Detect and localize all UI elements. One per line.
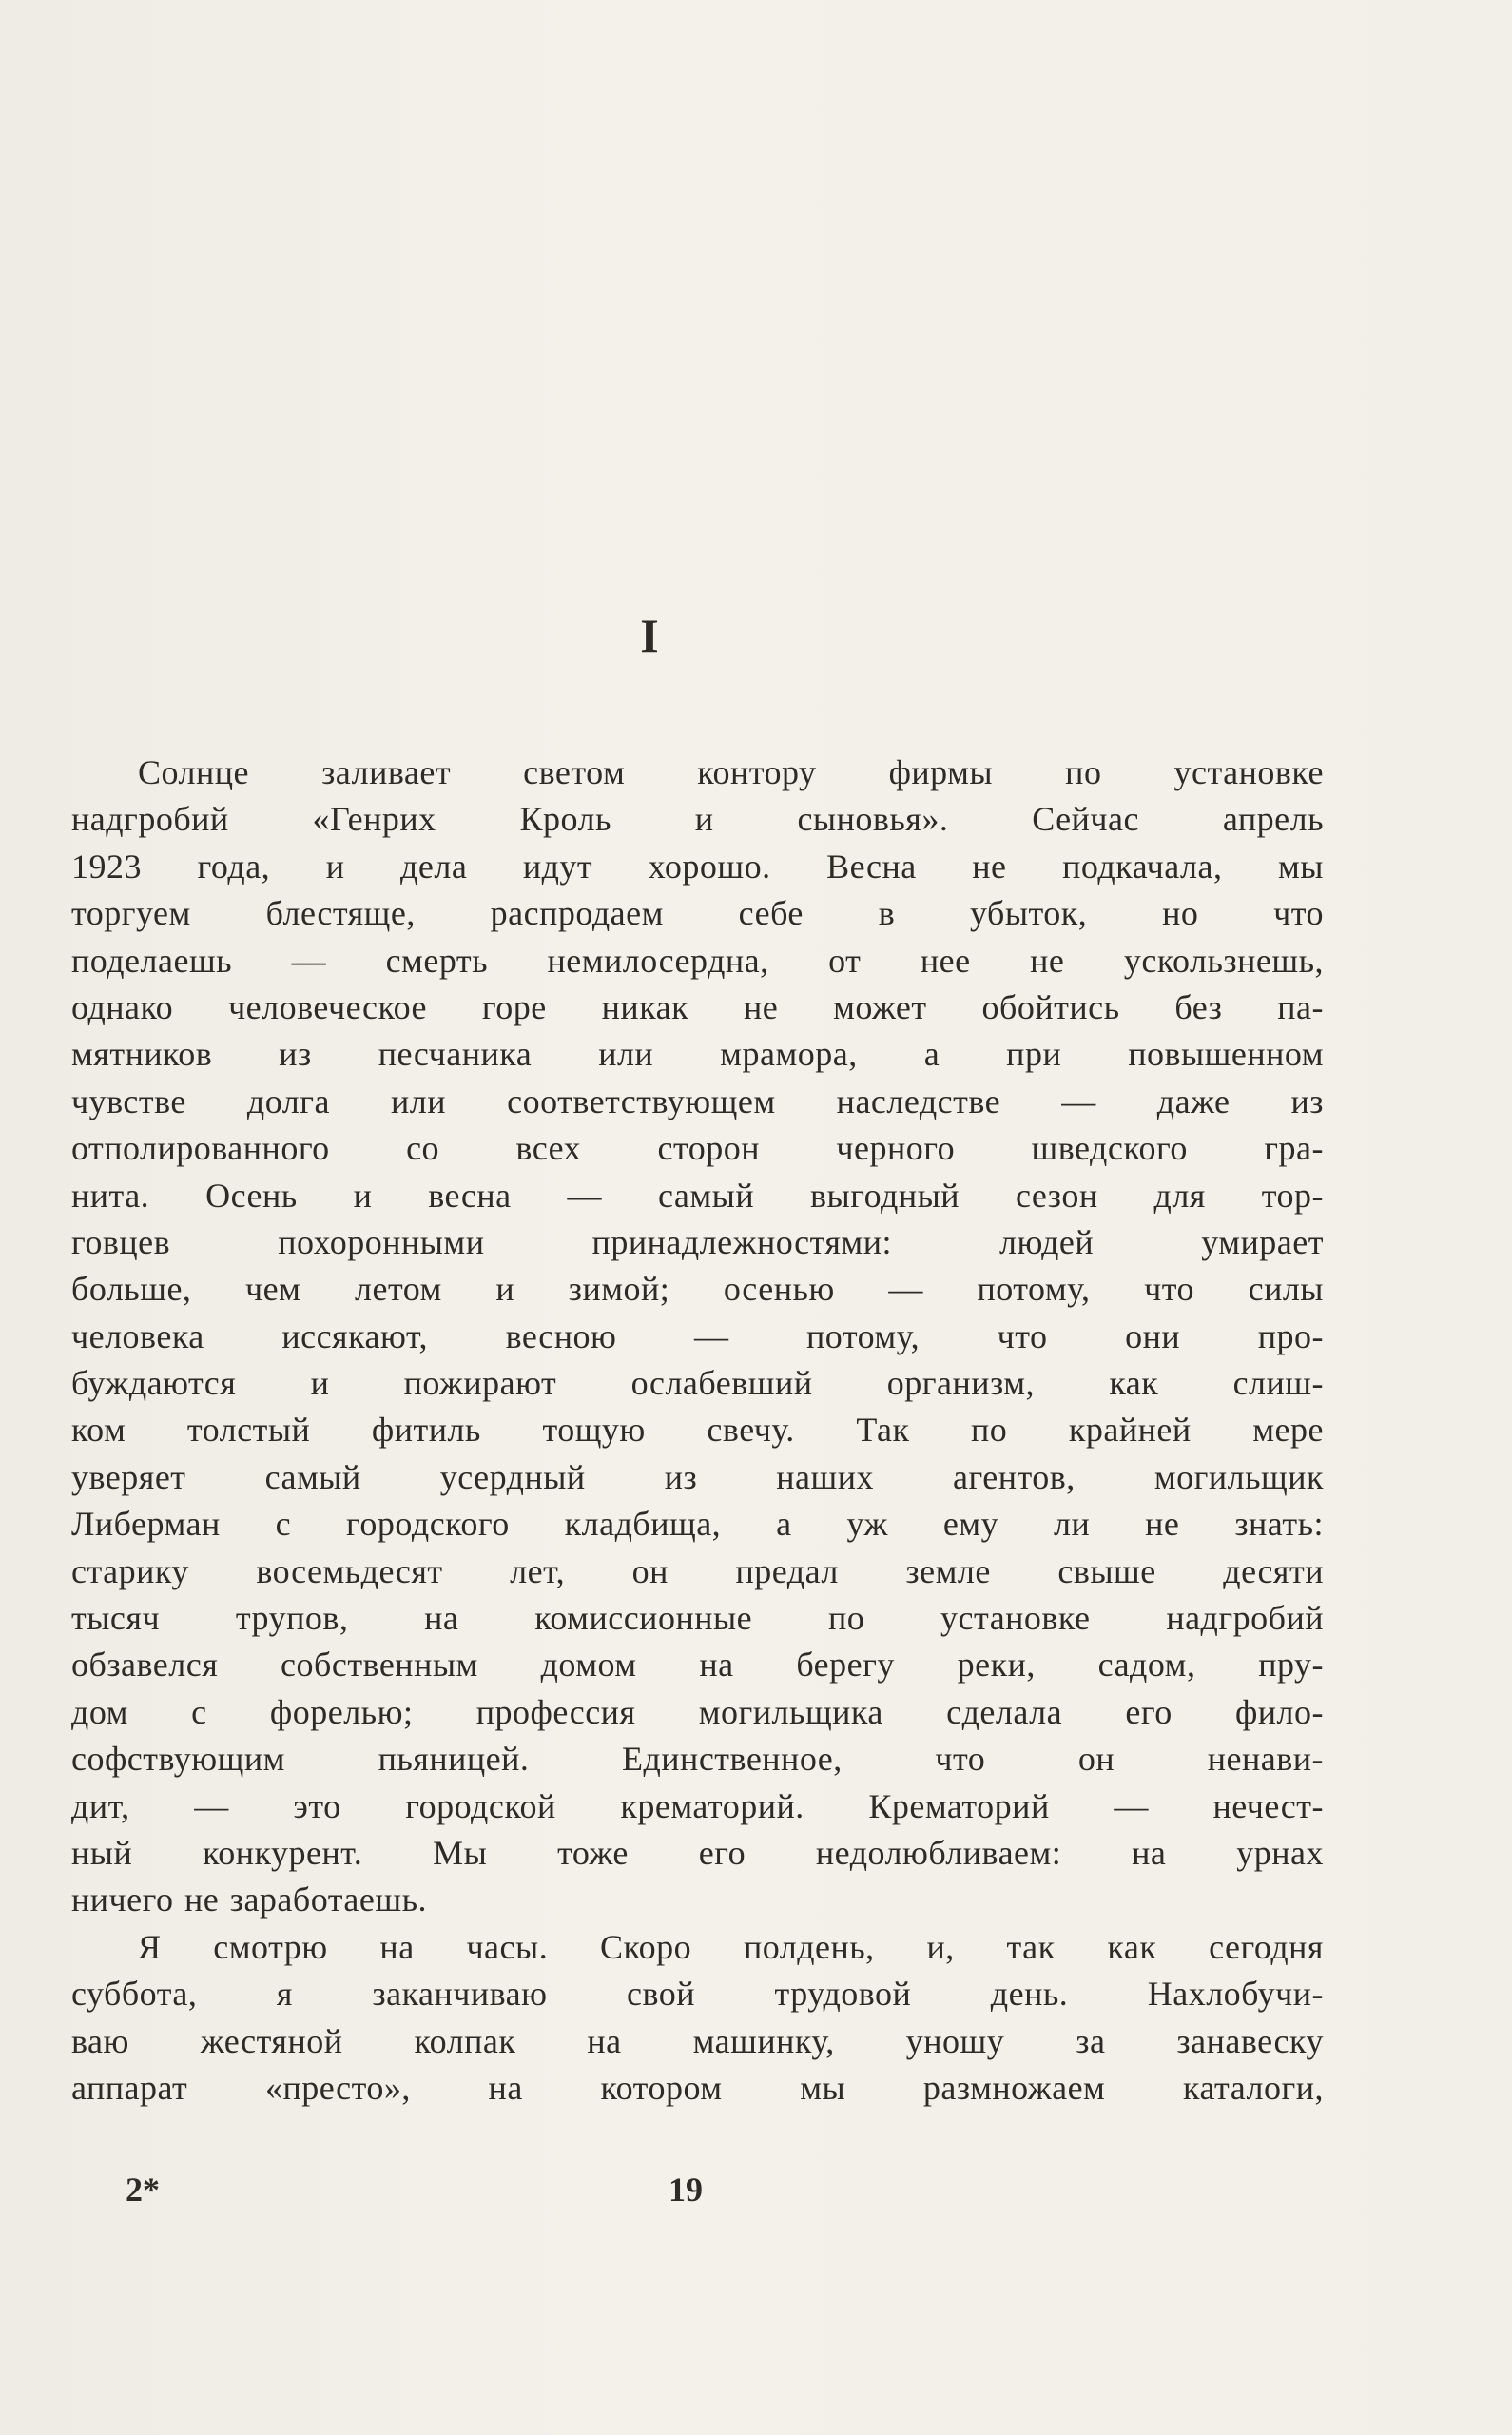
printer-signature: 2* xyxy=(126,2171,160,2209)
text-line: уверяет самый усердный из наших агентов, могильщик xyxy=(71,1457,1324,1496)
text-line: Солнце заливает светом контору фирмы по установке xyxy=(138,753,1324,791)
text-line: Я смотрю на часы. Скоро полдень, и, так как сегодня xyxy=(138,1927,1324,1966)
body-text xyxy=(71,750,1324,2112)
text-line: ваю жестяной колпак на машинку, уношу за занавеску xyxy=(71,2021,1324,2060)
text-line: надгробий «Генрих Кроль и сыновья». Сейчас апрель xyxy=(71,800,1324,839)
text-line: чувстве долга или соответствующем наследстве — даже из xyxy=(71,1081,1324,1120)
text-line: Либерман с городского кладбища, а уж ему ли не знать: xyxy=(71,1505,1324,1544)
text-line: 1923 года, и дела идут хорошо. Весна не подкачала, мы xyxy=(71,847,1324,886)
page-footer xyxy=(0,2161,1512,2218)
text-line: отполированного со всех сторон черного шведского гра- xyxy=(71,1129,1324,1168)
text-line: обзавелся собственным домом на берегу реки, садом, пру- xyxy=(71,1646,1324,1685)
text-line: человека иссякают, весною — потому, что они про- xyxy=(71,1316,1324,1355)
text-line: мятников из песчаника или мрамора, а при повышенном xyxy=(71,1035,1324,1074)
text-line: тысяч трупов, на комиссионные по установке надгробий xyxy=(71,1599,1324,1638)
chapter-numeral: I xyxy=(640,609,659,662)
text-line: дит, — это городской крематорий. Крематорий — нечест- xyxy=(71,1786,1324,1825)
text-line: старику восемьдесят лет, он предал земле свыше десяти xyxy=(71,1551,1324,1590)
text-line: дом с форелью; профессия могильщика сделала его фило- xyxy=(71,1692,1324,1731)
text-line: буждаются и пожирают ослабевший организм, как слиш- xyxy=(71,1364,1324,1403)
text-line: софствующим пьяницей. Единственное, что он ненави- xyxy=(71,1740,1324,1779)
text-line: однако человеческое горе никак не может обойтись без па- xyxy=(71,987,1324,1026)
text-line: нита. Осень и весна — самый выгодный сезон для тор- xyxy=(71,1176,1324,1215)
text-line: суббота, я заканчиваю свой трудовой день. Нахлобучи- xyxy=(71,1975,1324,2014)
text-line: больше, чем летом и зимой; осенью — потому, что силы xyxy=(71,1270,1324,1309)
text-line: торгуем блестяще, распродаем себе в убыток, но что xyxy=(71,894,1324,933)
text-line: аппарат «престо», на котором мы размножаем каталоги, xyxy=(71,2068,1324,2107)
page-number: 19 xyxy=(669,2171,703,2209)
text-line: ком толстый фитиль тощую свечу. Так по крайней мере xyxy=(71,1411,1324,1450)
text-line: поделаешь — смерть немилосердна, от нее не ускользнешь, xyxy=(71,941,1324,980)
text-line: говцев похоронными принадлежностями: людей умирает xyxy=(71,1222,1324,1261)
text-line: ничего не заработаешь. xyxy=(71,1880,428,1919)
text-line: ный конкурент. Мы тоже его недолюбливаем: на урнах xyxy=(71,1833,1324,1872)
